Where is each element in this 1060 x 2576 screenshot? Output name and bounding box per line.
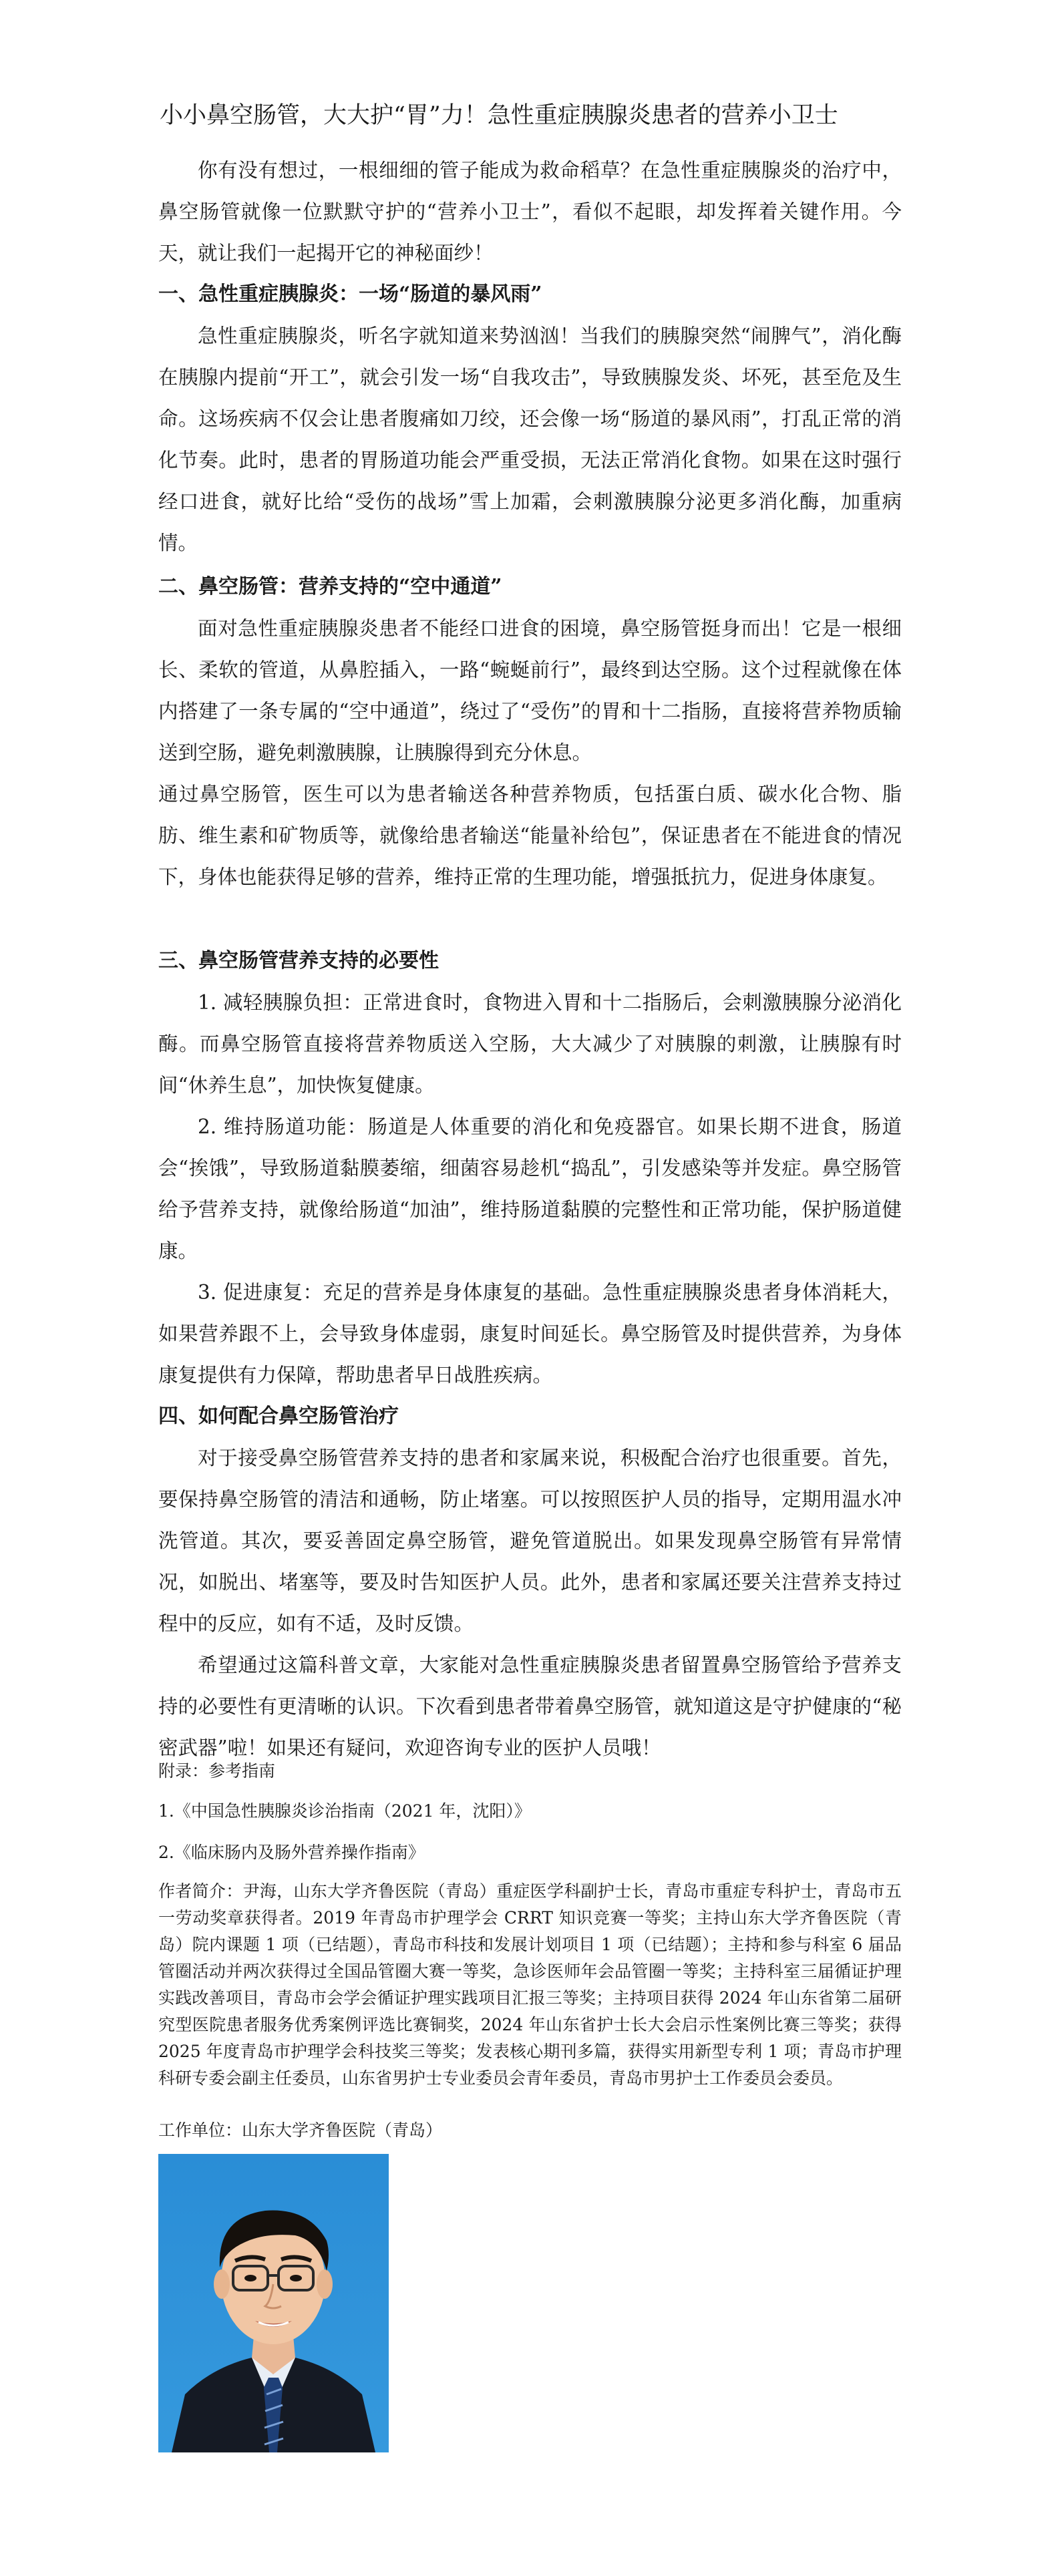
section-4-paragraph-2: 希望通过这篇科普文章，大家能对急性重症胰腺炎患者留置鼻空肠管给予营养支持的必要性有更清晰的认识。下次看到患者带着鼻空肠管，就知道这是守护健康的“秘密武器”啦！如果还有疑问，欢迎咨询专业的医护人员哦！ <box>158 1654 902 1759</box>
author-photo <box>158 2154 389 2452</box>
work-unit: 工作单位：山东大学齐鲁医院（青岛） <box>158 2121 443 2140</box>
author-portrait-image <box>158 2154 389 2452</box>
section-3-item-1: 1. 减轻胰腺负担：正常进食时，食物进入胃和十二指肠后，会刺激胰腺分泌消化酶。而鼻空肠管直接将营养物质送入空肠，大大减少了对胰腺的刺激，让胰腺有时间“休养生息”，加快恢复健康。 <box>158 991 902 1097</box>
section-2-paragraph-1: 面对急性重症胰腺炎患者不能经口进食的困境，鼻空肠管挺身而出！它是一根细长、柔软的管道，从鼻腔插入，一路“蜿蜒前行”，最终到达空肠。这个过程就像在体内搭建了一条专属的“空中通道”，绕过了“受伤”的胃和十二指肠，直接将营养物质输送到空肠，避免刺激胰腺，让胰腺得到充分休息。 <box>158 617 902 764</box>
section-heading-4: 四、如何配合鼻空肠管治疗 <box>158 1405 399 1428</box>
section-heading-3: 三、鼻空肠管营养支持的必要性 <box>158 949 439 972</box>
intro-paragraph: 你有没有想过，一根细细的管子能成为救命稻草？在急性重症胰腺炎的治疗中，鼻空肠管就像一位默默守护的“营养小卫士”，看似不起眼，却发挥着关键作用。今天，就让我们一起揭开它的神秘面纱！ <box>158 159 902 264</box>
section-1-paragraph-1: 急性重症胰腺炎，听名字就知道来势汹汹！当我们的胰腺突然“闹脾气”，消化酶在胰腺内提前“开工”，就会引发一场“自我攻击”，导致胰腺发炎、坏死，甚至危及生命。这场疾病不仅会让患者腹痛如刀绞，还会像一场“肠道的暴风雨”，打乱正常的消化节奏。此时，患者的胃肠道功能会严重受损，无法正常消化食物。如果在这时强行经口进食，就好比给“受伤的战场”雪上加霜，会刺激胰腺分泌更多消化酶，加重病情。 <box>158 325 902 554</box>
section-2-paragraph-2: 通过鼻空肠管，医生可以为患者输送各种营养物质，包括蛋白质、碳水化合物、脂肪、维生素和矿物质等，就像给患者输送“能量补给包”，保证患者在不能进食的情况下，身体也能获得足够的营养，维持正常的生理功能，增强抵抗力，促进身体康复。 <box>158 783 902 888</box>
section-3-item-3: 3. 促进康复：充足的营养是身体康复的基础。急性重症胰腺炎患者身体消耗大，如果营养跟不上，会导致身体虚弱，康复时间延长。鼻空肠管及时提供营养，为身体康复提供有力保障，帮助患者早日战胜疾病。 <box>158 1281 902 1387</box>
reference-2: 2.《临床肠内及肠外营养操作指南》 <box>158 1843 425 1862</box>
appendix-label: 附录：参考指南 <box>158 1761 276 1781</box>
article-title: 小小鼻空肠管，大大护“胃”力！急性重症胰腺炎患者的营养小卫士 <box>160 102 838 129</box>
section-4-paragraph-1: 对于接受鼻空肠管营养支持的患者和家属来说，积极配合治疗也很重要。首先，要保持鼻空肠管的清洁和通畅，防止堵塞。可以按照医护人员的指导，定期用温水冲洗管道。其次，要妥善固定鼻空肠管，避免管道脱出。如果发现鼻空肠管有异常情况，如脱出、堵塞等，要及时告知医护人员。此外，患者和家属还要关注营养支持过程中的反应，如有不适，及时反馈。 <box>158 1447 902 1635</box>
section-heading-1: 一、急性重症胰腺炎：一场“肠道的暴风雨” <box>158 283 542 306</box>
author-bio: 作者简介：尹海，山东大学齐鲁医院（青岛）重症医学科副护士长，青岛市重症专科护士，青岛市五一劳动奖章获得者。2019 年青岛市护理学会 CRRT 知识竞赛一等奖；主持山东大学齐鲁医院（青岛）院内课题 1 项（已结题），青岛市科技和发展计划项目 1 项（已结题）；主持和参与科室 6 届品管圈活动并两次获得过全国品管圈大赛一等奖，急诊医师年会品管圈一等奖；主持科室三届循证护理实践改善项目，青岛市会学会循证护理实践项目汇报三等奖；主持项目获得 2024 年山东省第二届研究型医院患者服务优秀案例评选比赛铜奖，2024 年山东省护士长大会启示性案例比赛三等奖；获得 2025 年度青岛市护理学会科技奖三等奖；发表核心期刊多篇，获得实用新型专利 1 项；青岛市护理科研专委会副主任委员，山东省男护士专业委员会青年委员，青岛市男护士工作委员会委员。 <box>158 1881 902 2088</box>
section-3-item-2: 2. 维持肠道功能：肠道是人体重要的消化和免疫器官。如果长期不进食，肠道会“挨饿”，导致肠道黏膜萎缩，细菌容易趁机“捣乱”，引发感染等并发症。鼻空肠管给予营养支持，就像给肠道“加油”，维持肠道黏膜的完整性和正常功能，保护肠道健康。 <box>158 1115 902 1262</box>
reference-1: 1.《中国急性胰腺炎诊治指南（2021 年，沈阳）》 <box>158 1801 531 1821</box>
section-heading-2: 二、鼻空肠管：营养支持的“空中通道” <box>158 575 502 598</box>
